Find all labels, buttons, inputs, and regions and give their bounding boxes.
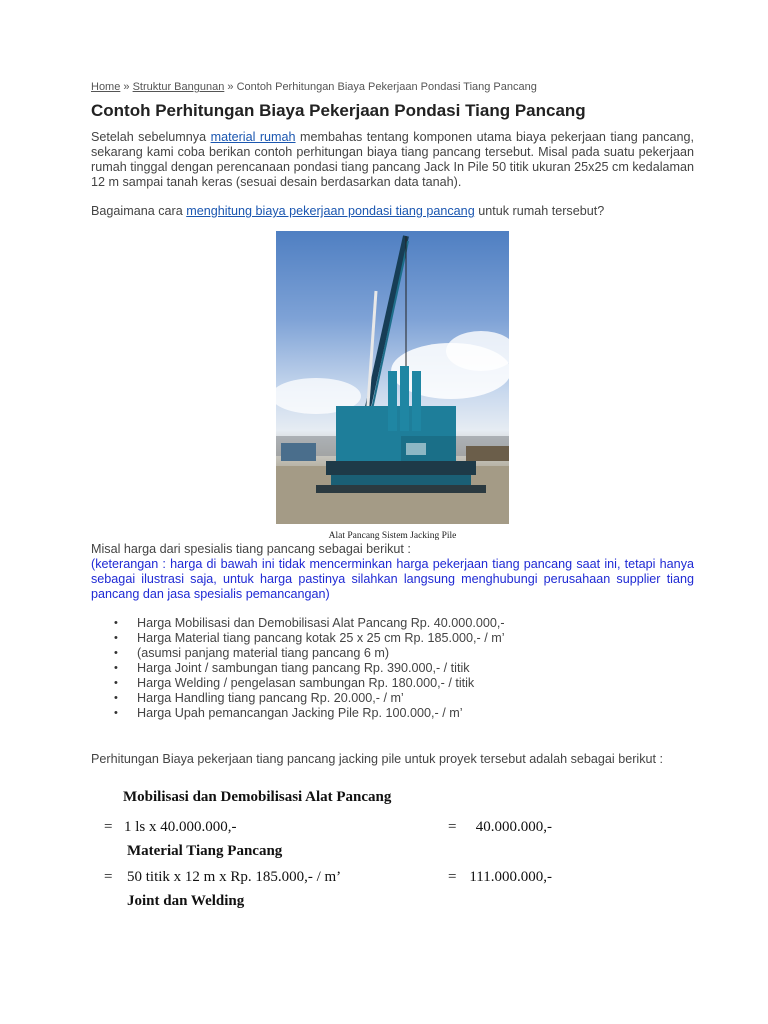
material-expression: 50 titik x 12 m x Rp. 185.000,- / m’ <box>127 869 342 885</box>
calculation-guide-link[interactable]: menghitung biaya pekerjaan pondasi tiang pancang <box>186 204 475 218</box>
mobilization-row <box>91 817 694 837</box>
price-list <box>91 616 694 721</box>
equals-sign: = <box>448 819 457 835</box>
price-intro: Misal harga dari spesialis tiang pancang sebagai berikut : <box>91 542 411 556</box>
price-list-item: • Harga Mobilisasi dan Demobilisasi Alat Pancang Rp. 40.000.000,- <box>137 616 694 631</box>
figure-caption: Alat Pancang Sistem Jacking Pile <box>328 531 457 541</box>
equals-sign: = <box>104 819 113 835</box>
intro-text-end: membahas tentang komponen utama biaya pekerjaan tiang pancang, sekarang kami coba berikan contoh perhitungan biaya tiang pancang tersebut. Misal pada suatu pekerjaan rumah tinggal dengan perencanaan pondasi tiang pancang Jack In Pile 50 titik ukuran 25x25 cm kedalaman 12 m sampai tanah keras (sesuai desain berdasarkan data tanah). <box>91 130 695 189</box>
price-list-item: • Harga Upah pemancangan Jacking Pile Rp. 100.000,- / m’ <box>137 706 694 721</box>
mobilization-result: 40.000.000,- <box>475 819 552 835</box>
material-row <box>91 867 694 887</box>
mobilization-heading: Mobilisasi dan Demobilisasi Alat Pancang <box>123 789 392 805</box>
question-text-start: Bagaimana cara <box>91 204 187 218</box>
breadcrumb <box>91 80 694 94</box>
price-list-item: • Harga Joint / sambungan tiang pancang Rp. 390.000,- / titik <box>137 661 694 676</box>
intro-paragraph <box>91 130 694 190</box>
breadcrumb-separator: » <box>227 81 234 93</box>
breadcrumb-home-link[interactable]: Home <box>91 81 121 93</box>
material-rumah-link[interactable]: material rumah <box>210 130 296 144</box>
breadcrumb-current: Contoh Perhitungan Biaya Pekerjaan Pondasi Tiang Pancang <box>236 81 537 93</box>
price-list-item: • (asumsi panjang material tiang pancang 6 m) <box>137 646 694 661</box>
cost-calculation <box>91 787 694 911</box>
equals-sign: = <box>104 869 113 885</box>
joint-welding-heading: Joint dan Welding <box>127 893 245 909</box>
price-list-item: • Harga Material tiang pancang kotak 25 x 25 cm Rp. 185.000,- / m’ <box>137 631 694 646</box>
intro-text-start: Setelah sebelumnya <box>91 130 211 144</box>
jacking-pile-machine-illustration <box>276 231 509 524</box>
equals-sign: = <box>448 869 457 885</box>
page-title: Contoh Perhitungan Biaya Pekerjaan Pondasi Tiang Pancang <box>91 101 586 120</box>
calculation-intro: Perhitungan Biaya pekerjaan tiang pancang jacking pile untuk proyek tersebut adalah sebagai berikut : <box>91 752 664 766</box>
mobilization-expression: 1 ls x 40.000.000,- <box>124 819 237 835</box>
price-disclaimer-note: (keterangan : harga di bawah ini tidak mencerminkan harga pekerjaan tiang pancang saat ini, tetapi hanya sebagai ilustrasi saja, untuk harga pastinya silahkan langsung menghubungi perusahaan supplier tiang pancang dan jasa spesialis pemancangan) <box>91 557 694 601</box>
material-result: 111.000.000,- <box>469 869 552 885</box>
price-list-item: • Harga Welding / pengelasan sambungan Rp. 180.000,- / titik <box>137 676 694 691</box>
material-heading: Material Tiang Pancang <box>127 843 283 859</box>
question-paragraph <box>91 204 694 219</box>
breadcrumb-separator: » <box>123 81 130 93</box>
jacking-pile-photo <box>276 231 509 524</box>
breadcrumb-category-link[interactable]: Struktur Bangunan <box>132 81 225 93</box>
figure <box>91 231 694 542</box>
article <box>91 80 694 911</box>
question-text-end: untuk rumah tersebut? <box>474 204 605 218</box>
price-list-item: • Harga Handling tiang pancang Rp. 20.000,- / m’ <box>137 691 694 706</box>
